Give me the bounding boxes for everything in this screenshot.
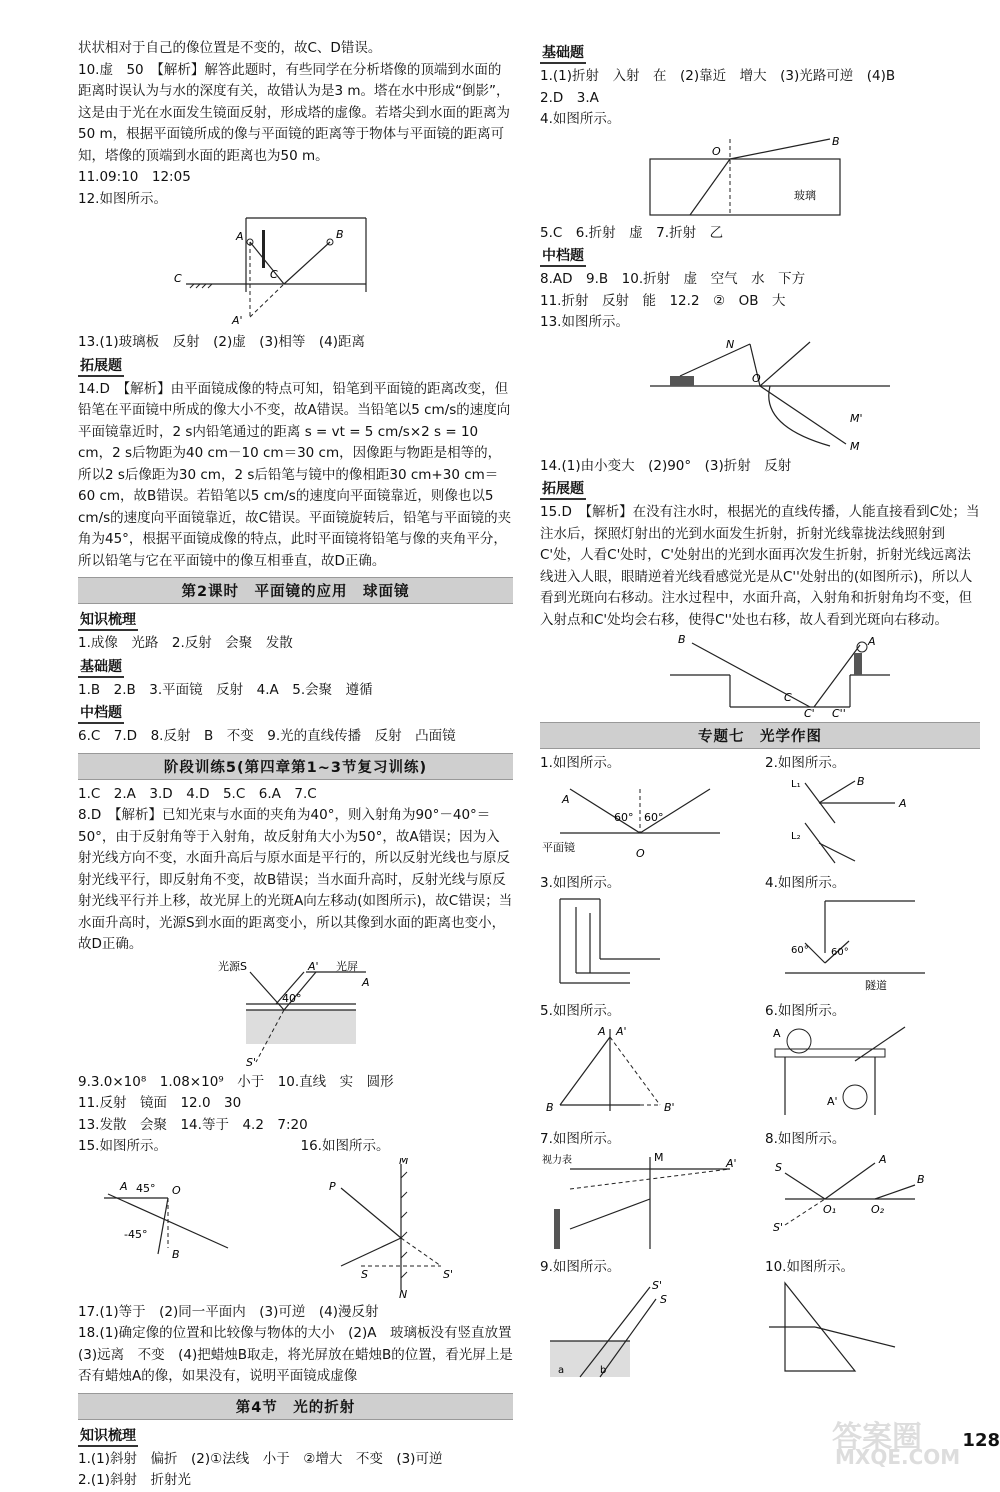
knowledge-answers: 1.成像 光路 2.反射 会聚 发散 [78, 635, 293, 651]
t10: 10.如图所示。 [765, 1259, 854, 1275]
section-medium-r: 中档题 [540, 247, 586, 267]
figure-t10 [765, 1277, 965, 1381]
label-Ap: A' [616, 1025, 627, 1038]
label-B: B [546, 1101, 554, 1114]
section4-bar: 第4节 光的折射 [78, 1393, 513, 1420]
label-Cpp: C'' [832, 707, 846, 717]
label-60c: 60° [791, 945, 809, 956]
label-A: A [562, 793, 570, 806]
label-C: C [784, 691, 792, 704]
label-B: B [172, 1247, 180, 1261]
t8: 8.如图所示。 [765, 1131, 846, 1147]
label-A: A [879, 1153, 887, 1166]
label-B: B [335, 228, 344, 241]
label-C: C [173, 272, 182, 285]
page-number: 128 [962, 1430, 1000, 1451]
label-S: S [360, 1267, 368, 1281]
label-screen: 光屏 [335, 959, 358, 973]
figure-q12 [166, 212, 426, 330]
label-60d: 60° [831, 947, 849, 958]
label-A: A [598, 1025, 606, 1038]
label-N: N [726, 337, 735, 351]
label-Ap: A' [231, 314, 243, 327]
figure-q15 [78, 1158, 278, 1268]
figure-q16 [301, 1158, 501, 1298]
stage-training-bar: 阶段训练5(第四章第1~3节复习训练) [78, 753, 513, 780]
answer-text: 状状相对于自己的像位置是不变的，故C、D错误。 [78, 40, 382, 56]
watermark: 答案圈 [832, 1420, 922, 1455]
answer-q15: 15.如图所示。 [78, 1138, 167, 1154]
answer-q14: 14.D 【解析】由平面镜成像的特点可知，铅笔到平面镜的距离改变，但铅笔在平面镜中所成的像大小不变，故A错误。当铅笔以5 cm/s的速度向平面镜靠近时，2 s内铅笔通过的距离 s = vt = 5 cm/s×2 s = 10 cm，2 s后物距为40 cm－10 cm＝30 cm，因像距与物距是相等的，所以2 s后像距为30 cm，2 s后铅笔与镜中的像相距30 cm+30 cm＝60 cm，故B错误。若铅笔以5 cm/s的速度向平面镜靠近，则像也以5 cm/s的速度向平面镜靠近，故C错误。平面镜旋转后，铅笔与平面镜的夹角为45°，根据平面镜成像的特点，此时平面镜将铅笔与像的夹角平分，所以铅笔与它在平面镜中的像互相垂直，故D正确。 [78, 380, 512, 569]
r-answer-1: 1.(1)折射 入射 在 (2)靠近 增大 (3)光路可逆 (4)B [540, 68, 896, 84]
label-Ap: A' [827, 1095, 838, 1108]
label-O1: O₁ [823, 1203, 837, 1216]
label-B: B [857, 775, 865, 788]
label-A: A [235, 230, 244, 243]
answer-q17: 17.(1)等于 (2)同一平面内 (3)可逆 (4)漫反射 [78, 1303, 379, 1320]
r-answer-14: 14.(1)由小变大 (2)90° (3)折射 反射 [540, 457, 792, 474]
label-O: O [752, 371, 761, 385]
label-L1: L₁ [791, 779, 801, 790]
label-A: A [120, 1179, 128, 1193]
mirror-label: 平面镜 [542, 841, 575, 854]
figure-r15 [610, 633, 910, 717]
label-angle40: 40° [281, 991, 301, 1005]
label-N: N [398, 1287, 407, 1298]
topic7-bar: 专题七 光学作图 [540, 722, 980, 749]
r-answer-11: 11.折射 反射 能 12.2 ② OB 大 [540, 292, 786, 309]
figure-t6 [765, 1021, 965, 1125]
label-L2: L₂ [791, 831, 801, 842]
watermark-url: MXQE.COM [835, 1445, 961, 1469]
label-O: O [172, 1183, 181, 1197]
basic-answers: 1.B 2.B 3.平面镜 反射 4.A 5.会聚 遵循 [78, 681, 373, 698]
answer-q16: 16.如图所示。 [300, 1138, 390, 1154]
label-b: b [600, 1365, 607, 1376]
label-A: A [868, 635, 876, 648]
label-A: A [773, 1027, 781, 1040]
left-column [78, 38, 525, 1492]
figure-t1 [540, 773, 740, 869]
section-basic: 基础题 [78, 658, 124, 678]
label-B: B [832, 134, 840, 148]
label-C2: C [269, 268, 278, 281]
answer-q9: 9.3.0×10⁸ 1.08×10⁹ 小于 10.直线 实 圆形 [78, 1073, 394, 1090]
figure-t8 [765, 1149, 965, 1253]
label-B: B [917, 1173, 925, 1186]
figure-q8 [186, 958, 406, 1070]
label-45: 45° [136, 1181, 156, 1195]
glass-label: 玻璃 [794, 188, 816, 202]
t5: 5.如图所示。 [540, 1003, 621, 1019]
label-M: M [654, 1151, 664, 1164]
r-answer-2: 2.D 3.A [540, 89, 599, 106]
t6: 6.如图所示。 [765, 1003, 846, 1019]
answer-q8: 8.D 【解析】已知光束与水面的夹角为40°，则入射角为90°－40°＝50°，由于反射角等于入射角，故反射角大小为50°，故A错误；因为入射光线方向不变，水面升高后与原水面是平行的，所以反射光线也与原反射光线平行，即反射角不变，故B错误；当水面升高时，反射光线与原反射光线平行并上移，故光屏上的光斑A向左移动(如图所示)，故C错误；当水面升高时，光源S到水面的距离变小，所以其像到水面的距离也变小，故D正确。 [78, 807, 513, 952]
label-Mp: M' [850, 411, 863, 425]
r-answer-8: 8.AD 9.B 10.折射 虚 空气 水 下方 [540, 271, 806, 287]
label-S: S [775, 1161, 782, 1174]
label-Sp: S' [773, 1221, 784, 1234]
figure-t3 [540, 893, 740, 997]
label-Bp: B' [664, 1101, 675, 1114]
tunnel-label: 隧道 [865, 979, 887, 992]
answer-q13: 13.(1)玻璃板 反射 (2)虚 (3)相等 (4)距离 [78, 334, 365, 350]
label-S: S [660, 1293, 667, 1306]
label-Sp: S' [652, 1279, 663, 1292]
section-basic-r: 基础题 [540, 44, 586, 64]
stage-answers: 1.C 2.A 3.D 4.D 5.C 6.A 7.C [78, 785, 317, 802]
answer-q10: 10.虚 50 【解析】解答此题时，有些同学在分析塔像的顶端到水面的距离时误认为与水的深度有关，故错认为是3 m。塔在水中形成“倒影”，这是由于光在水面发生镜面反射，形成塔的虚像。若塔尖到水面的距离为50 m，根据平面镜所成的像与平面镜的距离等于物体与平面镜的距离可知，塔像的顶端到水面的距离也为50 m。 [78, 61, 510, 164]
knowledge2-2: 2.(1)斜射 折射光 [78, 1472, 192, 1488]
label-A: A [361, 975, 370, 989]
label-P: P [328, 1179, 336, 1193]
eye-chart-label: 视力表 [542, 1155, 572, 1166]
label-Ap: A' [307, 959, 319, 973]
answer-q11: 11.09:10 12:05 [78, 169, 191, 185]
section-extension: 拓展题 [78, 357, 124, 377]
label-O: O [712, 144, 721, 158]
figure-t2 [765, 773, 965, 869]
r-answer-13: 13.如图所示。 [540, 314, 629, 330]
knowledge2-1: 1.(1)斜射 偏折 (2)①法线 小于 ②增大 不变 (3)可逆 [78, 1450, 443, 1467]
label-60a: 60° [614, 811, 634, 824]
label-neg45: -45° [124, 1227, 148, 1241]
label-O2: O₂ [871, 1203, 885, 1216]
label-O: O [636, 847, 645, 860]
figure-r4 [610, 133, 910, 221]
t1: 1.如图所示。 [540, 755, 621, 771]
t4: 4.如图所示。 [765, 875, 846, 891]
label-Ap: A' [726, 1157, 737, 1170]
r-answer-5: 5.C 6.折射 虚 7.折射 乙 [540, 224, 724, 241]
section-medium: 中档题 [78, 704, 124, 724]
figure-t9 [540, 1277, 740, 1381]
label-M: M [398, 1157, 408, 1167]
r-answer-4: 4.如图所示。 [540, 111, 621, 127]
label-a: a [558, 1365, 565, 1376]
t9: 9.如图所示。 [540, 1259, 621, 1275]
t7: 7.如图所示。 [540, 1131, 621, 1147]
label-M: M [850, 439, 860, 453]
r-answer-15: 15.D 【解析】在没有注水时，根据光的直线传播，人能直接看到C处；当注水后，探照灯射出的光到水面发生折射，折射光线靠拢法线照射到C'处，人看C'处时，C'处射出的光到水面再次发生折射，折射光线远离法线进入人眼，眼睛逆着光线看感觉光是从C''处射出的(如图所示)，所以人看到光斑向右移动。注水过程中，水面升高，入射角和折射角均不变，但入射点和C'处均会右移，使得C''处也右移，故人看到光斑向右移动。 [540, 504, 980, 628]
answer-q18: 18.(1)确定像的位置和比较像与物体的大小 (2)A 玻璃板没有竖直放置 (3)远离 不变 (4)把蜡烛B取走，将光屏放在蜡烛B的位置，看光屏上是否有蜡烛A的像，如果没有，说明平面镜成虚像 [78, 1325, 525, 1384]
t3: 3.如图所示。 [540, 875, 621, 891]
answer-q11b: 11.反射 镜面 12.0 30 [78, 1095, 242, 1111]
figure-t5 [540, 1021, 740, 1125]
answer-q12: 12.如图所示。 [78, 190, 167, 207]
medium-answers: 6.C 7.D 8.反射 B 不变 9.光的直线传播 反射 凸面镜 [78, 728, 456, 744]
figure-t7 [540, 1149, 740, 1253]
label-Sp: S' [442, 1267, 453, 1281]
right-column [540, 44, 980, 1385]
t2: 2.如图所示。 [765, 755, 846, 771]
section-extension-r: 拓展题 [540, 480, 586, 500]
section-knowledge-2: 知识梳理 [78, 1427, 138, 1447]
lesson-title-bar: 第2课时 平面镜的应用 球面镜 [78, 577, 513, 604]
label-B: B [678, 633, 686, 646]
label-A: A [899, 797, 907, 810]
label-Sp: S' [245, 1055, 256, 1069]
figure-r13 [610, 336, 910, 454]
label-60b: 60° [644, 811, 664, 824]
figure-t4 [765, 893, 965, 997]
answer-q13b: 13.发散 会聚 14.等于 4.2 7:20 [78, 1116, 308, 1133]
section-knowledge: 知识梳理 [78, 611, 138, 631]
label-source: 光源S [217, 959, 247, 973]
label-Cp: C' [804, 707, 815, 717]
